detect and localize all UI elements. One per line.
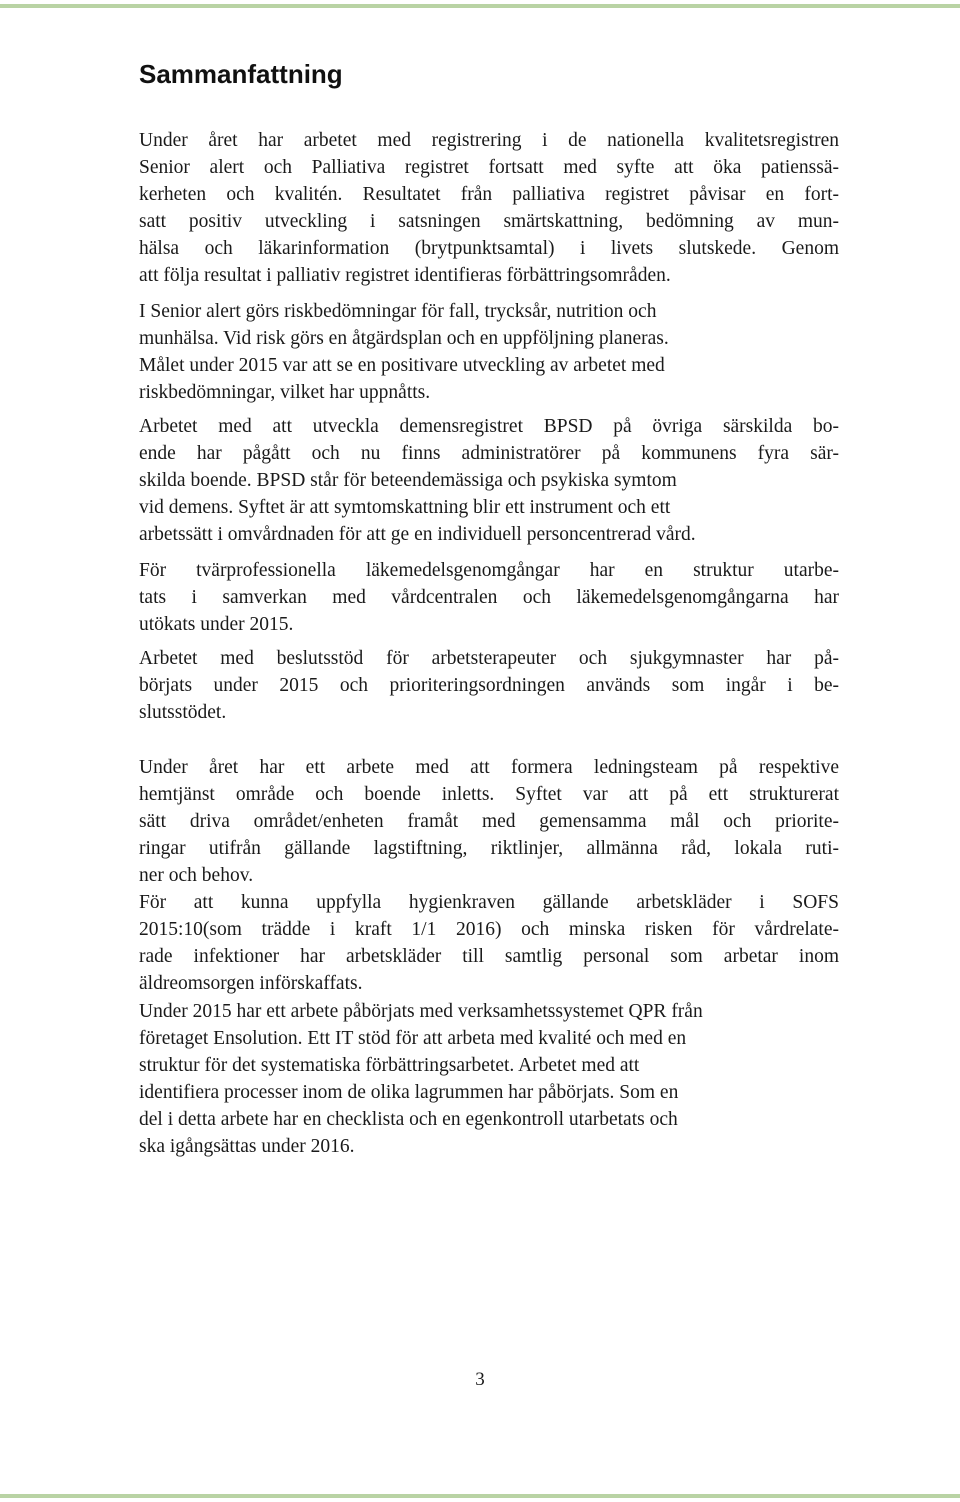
paragraph-quality-registers [139, 127, 839, 289]
text-line: tats i samverkan med vårdcentralen och läkemedelsgenomgångarna har [139, 587, 839, 608]
text-line: slutsstödet. [139, 702, 227, 723]
text-line: utökats under 2015. [139, 614, 294, 635]
text-line: företaget Ensolution. Ett IT stöd för att arbeta med kvalité och med en [139, 1028, 687, 1049]
paragraph-work-clothes [139, 889, 839, 997]
text-line: munhälsa. Vid risk görs en åtgärdsplan och en uppföljning planeras. [139, 328, 669, 349]
paragraph-medication-reviews [139, 557, 839, 638]
text-line: Senior alert och Palliativa registret fortsatt med syfte att öka patienssä- [139, 157, 839, 178]
paragraph-senior-alert [139, 298, 839, 406]
text-line: Arbetet med att utveckla demensregistret BPSD på övriga särskilda bo- [139, 416, 839, 437]
paragraph-bpsd [139, 413, 839, 548]
text-line: Arbetet med beslutsstöd för arbetsterapeuter och sjukgymnaster har på- [139, 648, 839, 669]
top-rule [0, 4, 960, 8]
text-line: ska igångsättas under 2016. [139, 1136, 355, 1157]
text-line: 2015:10(som trädde i kraft 1/1 2016) och minska risken för vårdrelate- [139, 919, 839, 940]
text-line: riskbedömningar, vilket har uppnåtts. [139, 382, 431, 403]
text-line: satt positiv utveckling i satsningen smärtskattning, bedömning av mun- [139, 211, 839, 232]
text-line: ringar utifrån gällande lagstiftning, riktlinjer, allmänna råd, lokala ruti- [139, 838, 839, 859]
text-line: vid demens. Syftet är att symtomskattning blir ett instrument och ett [139, 497, 671, 518]
text-line: struktur för det systematiska förbättringsarbetet. Arbetet med att [139, 1055, 640, 1076]
text-line: att följa resultat i palliativ registret identifieras förbättringsområden. [139, 265, 671, 286]
text-line: hälsa och läkarinformation (brytpunktsamtal) i livets slutskede. Genom [139, 238, 839, 259]
paragraph-decision-support [139, 645, 839, 726]
text-line: Under året har ett arbete med att formera ledningsteam på respektive [139, 757, 839, 778]
bottom-rule [0, 1494, 960, 1498]
text-line: äldreomsorgen införskaffats. [139, 973, 363, 994]
text-line: börjats under 2015 och prioriteringsordningen används som ingår i be- [139, 675, 839, 696]
text-line: del i detta arbete har en checklista och en egenkontroll utarbetats och [139, 1109, 678, 1130]
text-line: För tvärprofessionella läkemedelsgenomgångar har en struktur utarbe- [139, 560, 839, 581]
paragraph-qpr-system [139, 998, 839, 1160]
text-line: kerheten och kvalitén. Resultatet från palliativa registret påvisar en fort- [139, 184, 839, 205]
text-line: För att kunna uppfylla hygienkraven gällande arbetskläder i SOFS [139, 892, 839, 913]
page-number: 3 [475, 1369, 485, 1390]
text-line: arbetssätt i omvårdnaden för att ge en individuell personcentrerad vård. [139, 524, 696, 545]
paragraph-management-teams [139, 754, 839, 889]
text-line: rade infektioner har arbetskläder till samtlig personal som arbetar inom [139, 946, 839, 967]
text-line: identifiera processer inom de olika lagrummen har påbörjats. Som en [139, 1082, 679, 1103]
page-heading: Sammanfattning [139, 59, 343, 89]
text-line: sätt driva området/enheten framåt med gemensamma mål och priorite- [139, 811, 839, 832]
text-line: ende har pågått och nu finns administratörer på kommunens fyra sär- [139, 443, 839, 464]
text-line: Under 2015 har ett arbete påbörjats med verksamhetssystemet QPR från [139, 1001, 703, 1022]
text-line: skilda boende. BPSD står för beteendemässiga och psykiska symtom [139, 470, 677, 491]
text-line: hemtjänst område och boende inletts. Syftet var att på ett strukturerat [139, 784, 839, 805]
text-line: Under året har arbetet med registrering i de nationella kvalitetsregistren [139, 130, 839, 151]
text-line: I Senior alert görs riskbedömningar för fall, trycksår, nutrition och [139, 301, 657, 322]
text-line: ner och behov. [139, 865, 254, 886]
text-line: Målet under 2015 var att se en positivare utveckling av arbetet med [139, 355, 665, 376]
